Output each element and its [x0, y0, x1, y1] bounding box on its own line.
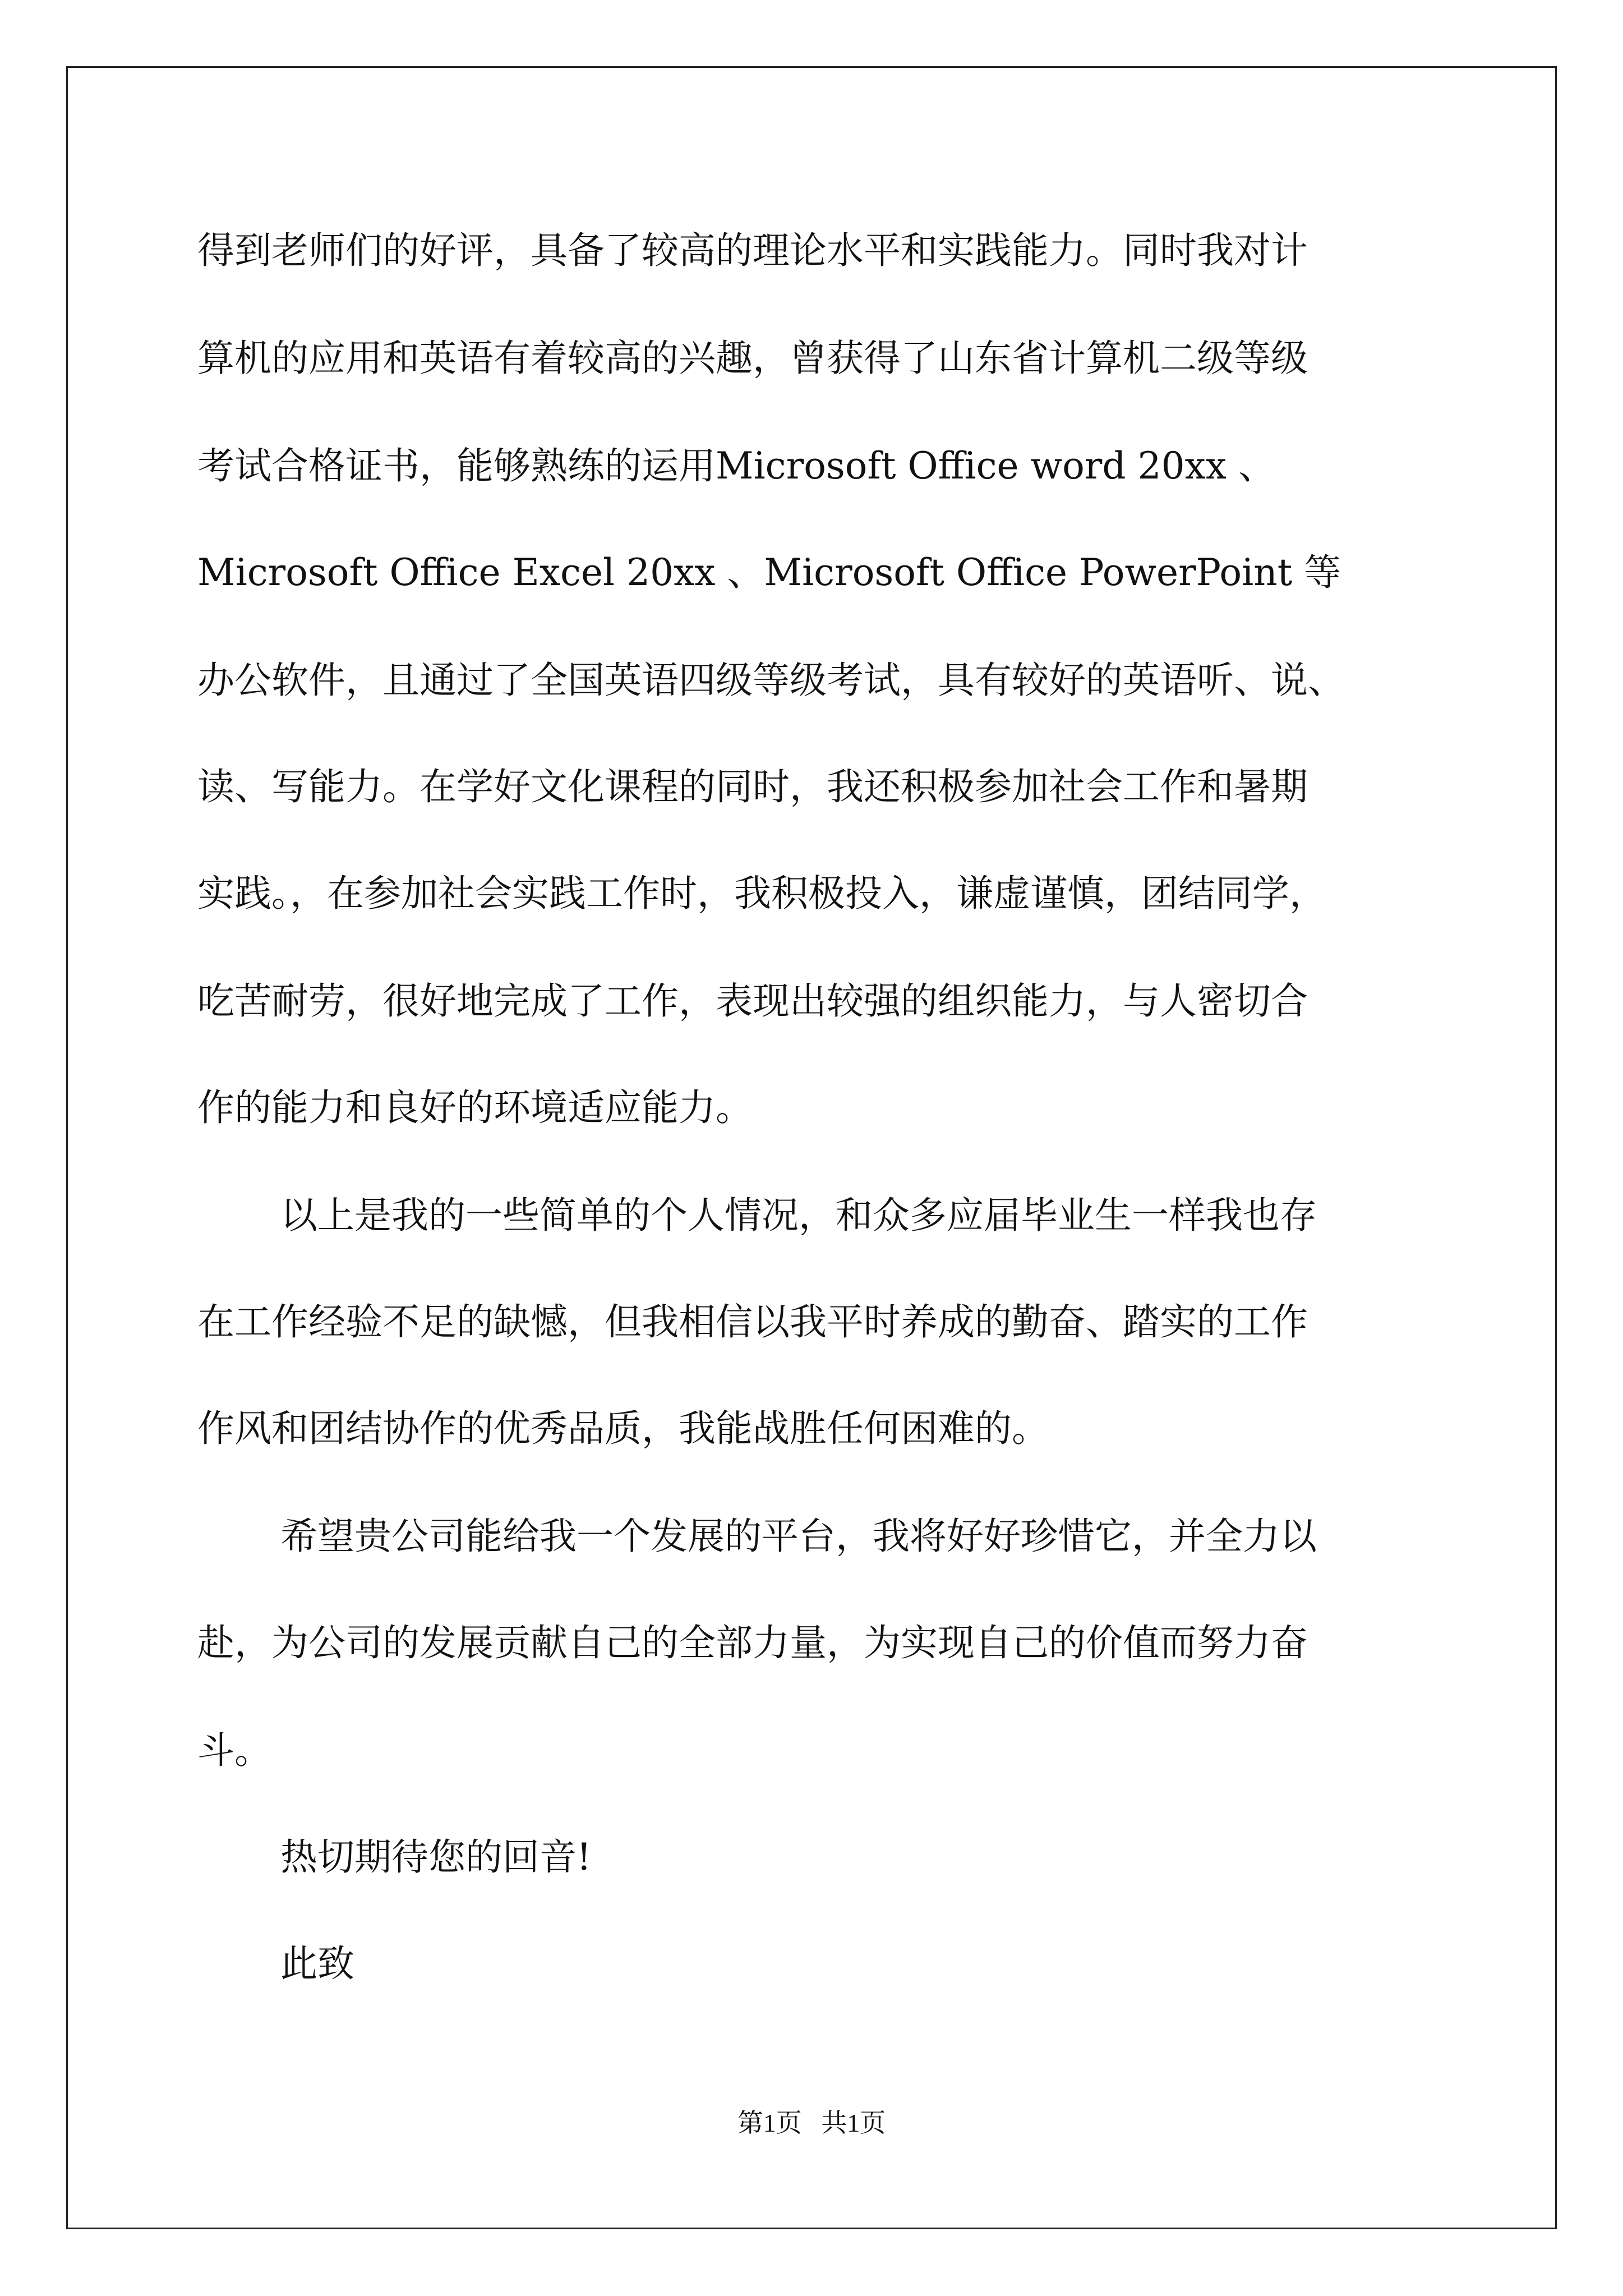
text-line: 赴，为公司的发展贡献自己的全部力量，为实现自己的价值而努力奋: [197, 1621, 1308, 1664]
text-line: 考试合格证书，能够熟练的运用Microsoft Office word 20xx 、: [197, 444, 1275, 487]
text-line: 办公软件，且通过了全国英语四级等级考试，具有较好的英语听、说、: [197, 659, 1345, 702]
text-line: 作的能力和良好的环境适应能力。: [197, 1086, 753, 1129]
page-border: [66, 66, 1557, 2229]
text-line: Microsoft Office Excel 20xx 、Microsoft Office PowerPoint 等: [197, 551, 1341, 594]
page-total: 共1页: [821, 2109, 886, 2137]
text-line: 算机的应用和英语有着较高的兴趣，曾获得了山东省计算机二级等级: [197, 337, 1308, 380]
text-line: 实践。，在参加社会实践工作时，我积极投入，谦虚谨慎，团结同学，: [197, 872, 1326, 915]
text-line: 以上是我的一些简单的个人情况，和众多应届毕业生一样我也存: [280, 1194, 1317, 1237]
text-line: 希望贵公司能给我一个发展的平台，我将好好珍惜它，并全力以: [280, 1515, 1317, 1558]
text-line: 此致: [280, 1942, 354, 1985]
page-footer: [0, 2102, 1623, 2139]
text-line: 作风和团结协作的优秀品质，我能战胜任何困难的。: [197, 1407, 1049, 1450]
text-line: 热切期待您的回音!: [280, 1835, 592, 1879]
page-number: 第1页: [737, 2109, 802, 2137]
text-line: 读、写能力。在学好文化课程的同时，我还积极参加社会工作和暑期: [197, 765, 1308, 808]
text-line: 吃苦耐劳，很好地完成了工作，表现出较强的组织能力，与人密切合: [197, 979, 1308, 1023]
text-line: 得到老师们的好评，具备了较高的理论水平和实践能力。同时我对计: [197, 229, 1308, 272]
text-line: 斗。: [197, 1729, 271, 1772]
text-line: 在工作经验不足的缺憾，但我相信以我平时养成的勤奋、踏实的工作: [197, 1300, 1308, 1343]
